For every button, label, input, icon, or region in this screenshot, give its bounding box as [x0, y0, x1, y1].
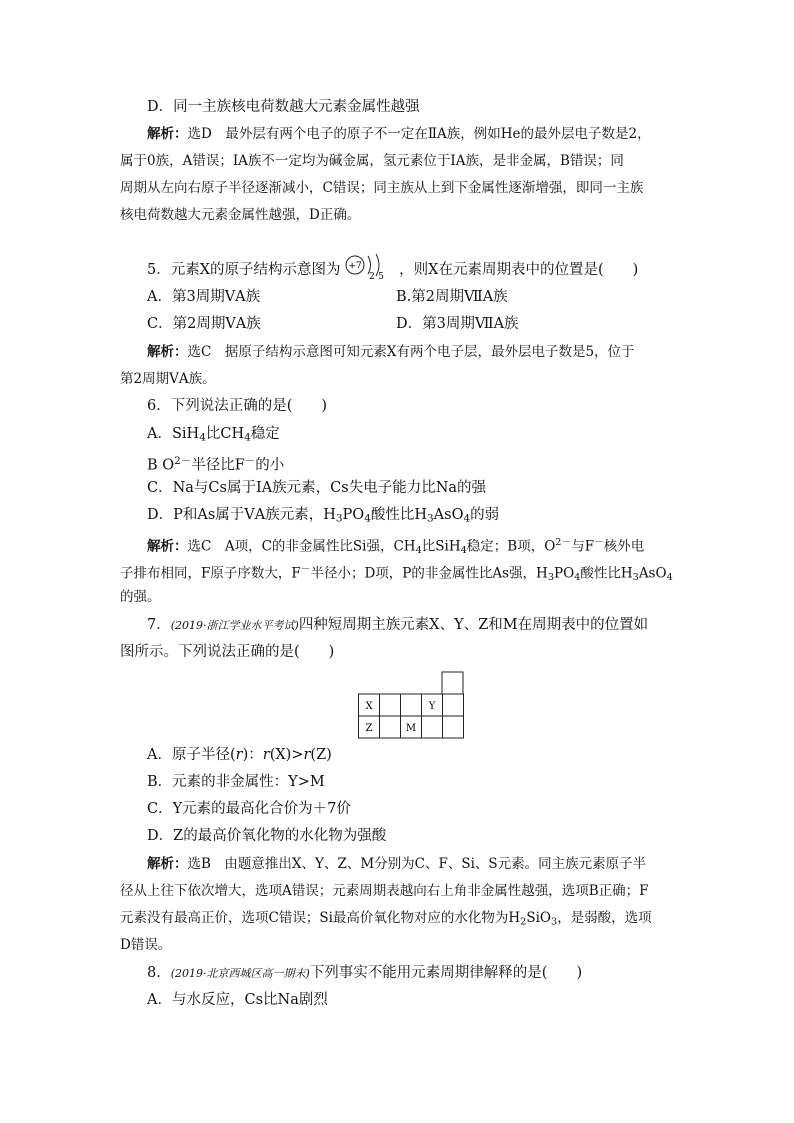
cell-m: M	[405, 723, 417, 734]
q7-source: (2019·浙江学业水平考试)	[170, 619, 299, 632]
q4-explanation-line-3: 周期从左向右原子半径逐渐减小，C错误；同主族从上到下金属性逐渐增强，即同一主族	[120, 180, 644, 196]
q5-option-a: A．第3周期ⅤA族	[147, 289, 261, 305]
q4-explanation-line-4: 核电荷数越大元素金属性越强，D正确。	[120, 207, 361, 223]
q5-option-b: B.第2周期ⅦA族	[396, 289, 508, 305]
cell-z: Z	[365, 723, 373, 734]
q4-explanation-line-1: 解析：选D 最外层有两个电子的原子不一定在ⅡA族，例如He的最外层电子数是2，	[147, 126, 651, 142]
q6-explanation-line-2: 子排布相同，F原子序数大，F－半径小；D项，P的非金属性比As强，$H_3PO_4$酸性比$H_3AsO_4$	[120, 564, 673, 583]
q7-explanation-line-2: 径从上往下依次增大，选项A错误；元素周期表越向右上角非金属性越强，选项B正确；F	[120, 883, 649, 899]
q6-explanation-line-3: 的强。	[120, 589, 161, 605]
q5-options-row-1	[147, 287, 260, 307]
atom-nucleus-charge: +7	[348, 261, 362, 272]
q7-stem-line-2: 图所示。下列说法正确的是( )	[120, 644, 335, 660]
q8-stem: 8．(2019·北京西城区高一期末)下列事实不能用元素周期律解释的是( )	[147, 965, 583, 981]
q6-option-a: A．SiH$_4$比$CH_4$稳定	[147, 426, 280, 444]
q7-option-a: A．原子半径(r)：r(X)>r(Z)	[147, 747, 332, 763]
q5-option-d: D．第3周期ⅦA族	[396, 316, 519, 332]
cell-x: X	[365, 701, 373, 712]
q5-options-row-2	[147, 314, 261, 334]
q7-explanation-line-1: 解析：选B 由题意推出X、Y、Z、M分别为C、F、Si、S元素。同主族元素原子半	[147, 856, 647, 872]
q4-explanation-line-2: 属于0族，A错误；ⅠA族不一定均为碱金属，氢元素位于ⅠA族，是非金属，B错误；同	[120, 153, 624, 169]
q5-stem: 5．元素X的原子结构示意图为 +7 2 5 ，则X在元素周期表中的位置是( )	[147, 260, 638, 280]
q8-option-a: A．与水反应，Cs比Na剧烈	[147, 992, 328, 1008]
q6-option-b: B $O^{2-}$半径比F－的小	[147, 455, 285, 474]
q6-option-d: D．P和As属于ⅤA族元素，$H_3PO_4$酸性比$H_3AsO_4$的弱	[147, 507, 500, 525]
q7-stem-line-1: 7．(2019·浙江学业水平考试)四种短周期主族元素X、Y、Z和M在周期表中的位置如	[147, 617, 649, 633]
periodic-table-fragment	[358, 671, 466, 741]
q6-stem: 6．下列说法正确的是( )	[147, 398, 328, 414]
q7-explanation-line-4: D错误。	[120, 937, 172, 953]
q7-option-d: D．Z的最高价氧化物的水化物为强酸	[147, 828, 387, 844]
atom-shell-1-electrons: 2	[369, 272, 376, 282]
q6-option-c: C．Na与Cs属于ⅠA族元素，Cs失电子能力比Na的强	[147, 480, 487, 496]
q7-option-c: C．Y元素的最高化合价为＋7价	[147, 801, 351, 817]
q5-option-c: C．第2周期ⅤA族	[147, 316, 261, 332]
q7-explanation-line-3: 元素没有最高正价，选项C错误；Si最高价氧化物对应的水化物为$H_2SiO_3$，是弱酸，选项	[120, 910, 652, 928]
q6-explanation-line-1: 解析：选C A项，C的非金属性比Si强，$CH_4$比SiH$_4$稳定；B项，$O^{2-}$与F－核外电	[147, 537, 645, 556]
q8-source: (2019·北京西城区高一期末)	[170, 967, 310, 980]
q5-explanation-line-2: 第2周期ⅤA族。	[120, 371, 216, 387]
q4-option-d: D．同一主族核电荷数越大元素金属性越强	[147, 99, 420, 115]
q7-option-b: B．元素的非金属性：Y>M	[147, 774, 325, 790]
atom-shell-2-electrons: 5	[378, 272, 385, 282]
cell-y: Y	[428, 701, 436, 712]
atom-structure-diagram	[345, 260, 399, 280]
q5-explanation-line-1: 解析：选C 据原子结构示意图可知元素X有两个电子层，最外层电子数是5，位于	[147, 344, 635, 360]
